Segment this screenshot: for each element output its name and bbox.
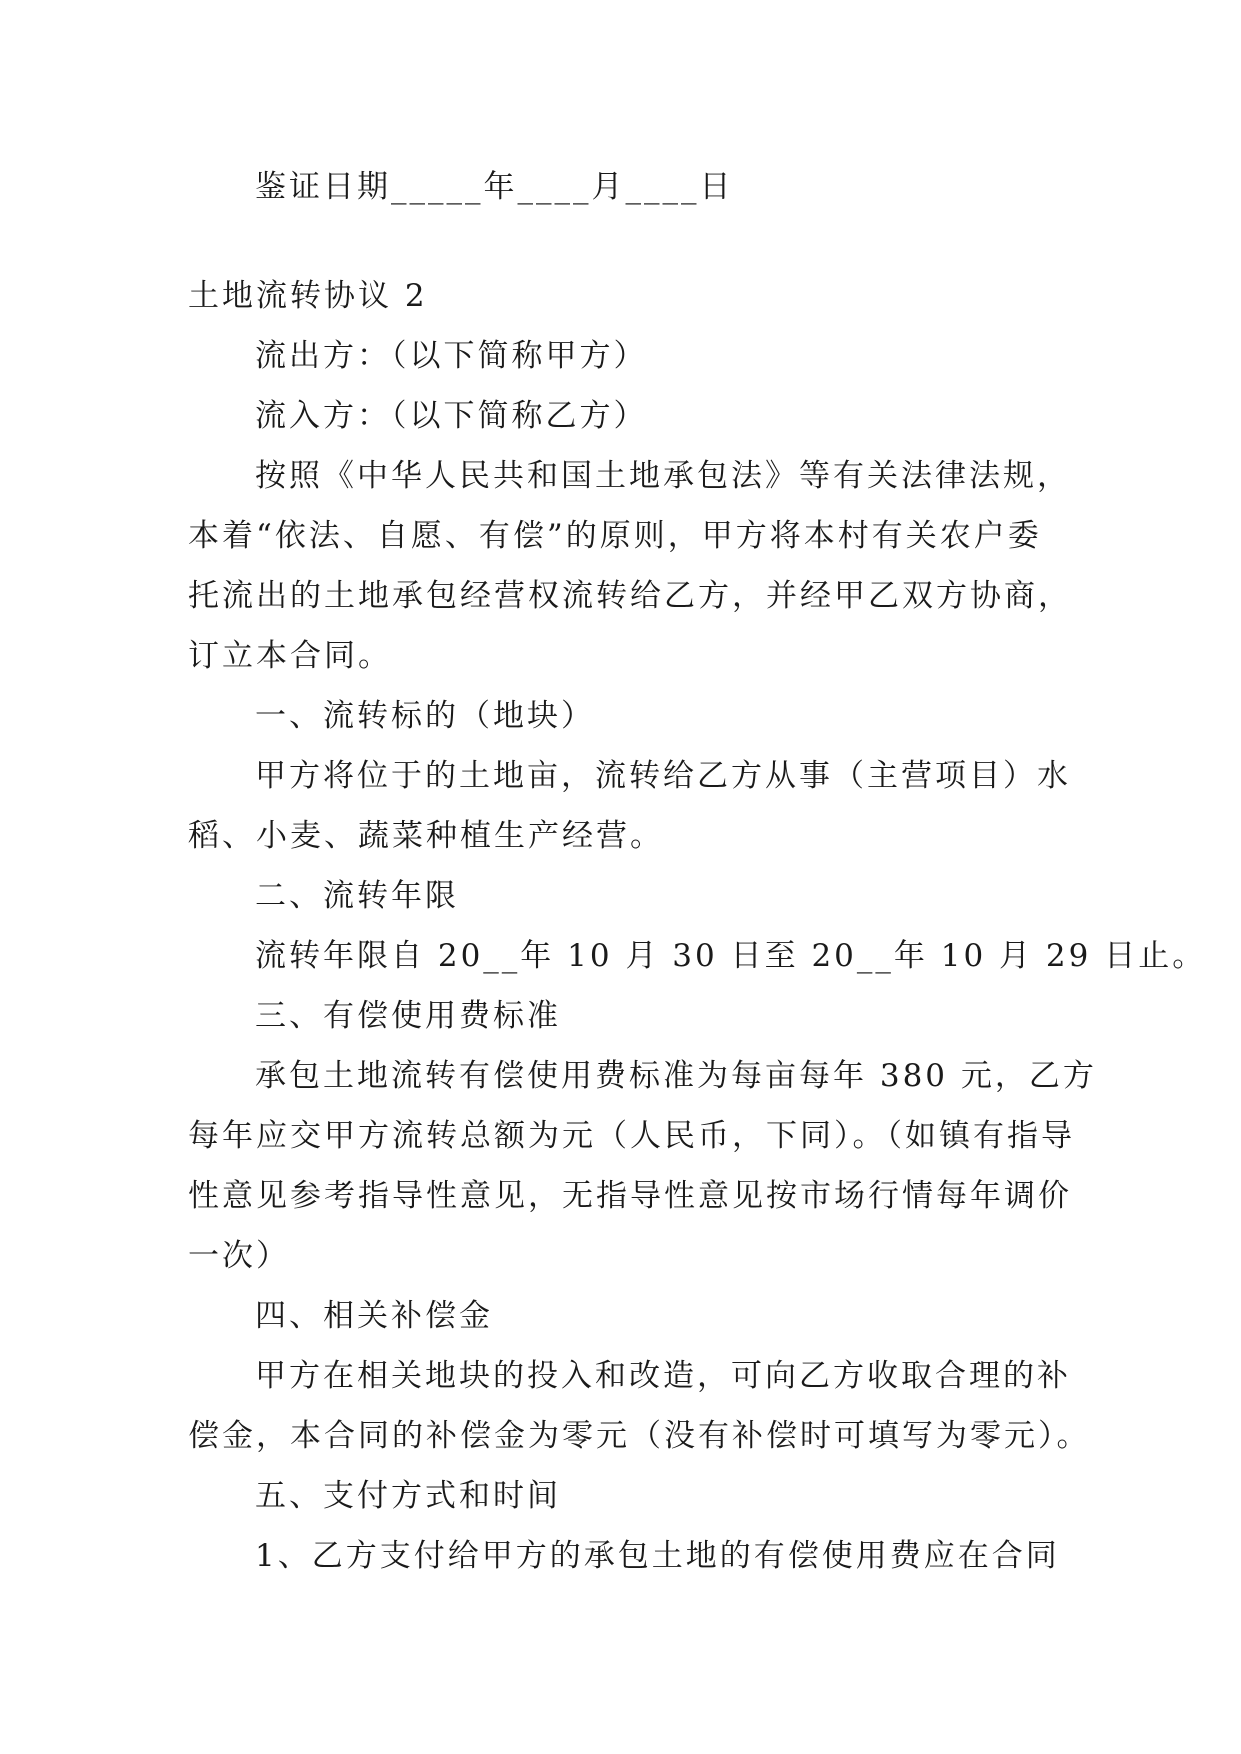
section-heading: 二、流转年限: [255, 878, 459, 914]
section-body-line: 流转年限自 20__年 10 月 30 日至 20__年 10 月 29 日止。: [255, 938, 1207, 974]
section-heading: 四、相关补偿金: [255, 1298, 493, 1334]
preamble-line: 本着“依法、自愿、有偿”的原则，甲方将本村有关农户委: [188, 518, 1042, 554]
party-b: 流入方：（以下简称乙方）: [255, 398, 648, 434]
section-body-line: 甲方将位于的土地亩，流转给乙方从事（主营项目）水: [255, 758, 1071, 794]
section-body-line: 性意见参考指导性意见，无指导性意见按市场行情每年调价: [188, 1178, 1072, 1214]
section-heading: 一、流转标的（地块）: [255, 698, 595, 734]
section-body-line: 甲方在相关地块的投入和改造，可向乙方收取合理的补: [255, 1358, 1071, 1394]
party-a: 流出方：（以下简称甲方）: [255, 338, 648, 374]
section-body-line: 一次）: [188, 1238, 290, 1274]
attestation-date: 鉴证日期_____年____月____日: [255, 169, 734, 205]
section-body-line: 1、乙方支付给甲方的承包土地的有偿使用费应在合同: [255, 1538, 1060, 1574]
preamble-line: 按照《中华人民共和国土地承包法》等有关法律法规，: [255, 458, 1071, 494]
section-body-line: 偿金，本合同的补偿金为零元（没有补偿时可填写为零元）。: [188, 1418, 1091, 1454]
section-heading: 五、支付方式和时间: [255, 1478, 561, 1514]
agreement-title: 土地流转协议 2: [188, 278, 428, 314]
preamble-line: 托流出的土地承包经营权流转给乙方，并经甲乙双方协商，: [188, 578, 1072, 614]
section-body-line: 每年应交甲方流转总额为元（人民币，下同）。（如镇有指导: [188, 1118, 1075, 1154]
section-heading: 三、有偿使用费标准: [255, 998, 561, 1034]
preamble-line: 订立本合同。: [188, 638, 392, 674]
section-body-line: 承包土地流转有偿使用费标准为每亩每年 380 元，乙方: [255, 1058, 1097, 1094]
section-body-line: 稻、小麦、蔬菜种植生产经营。: [188, 818, 664, 854]
